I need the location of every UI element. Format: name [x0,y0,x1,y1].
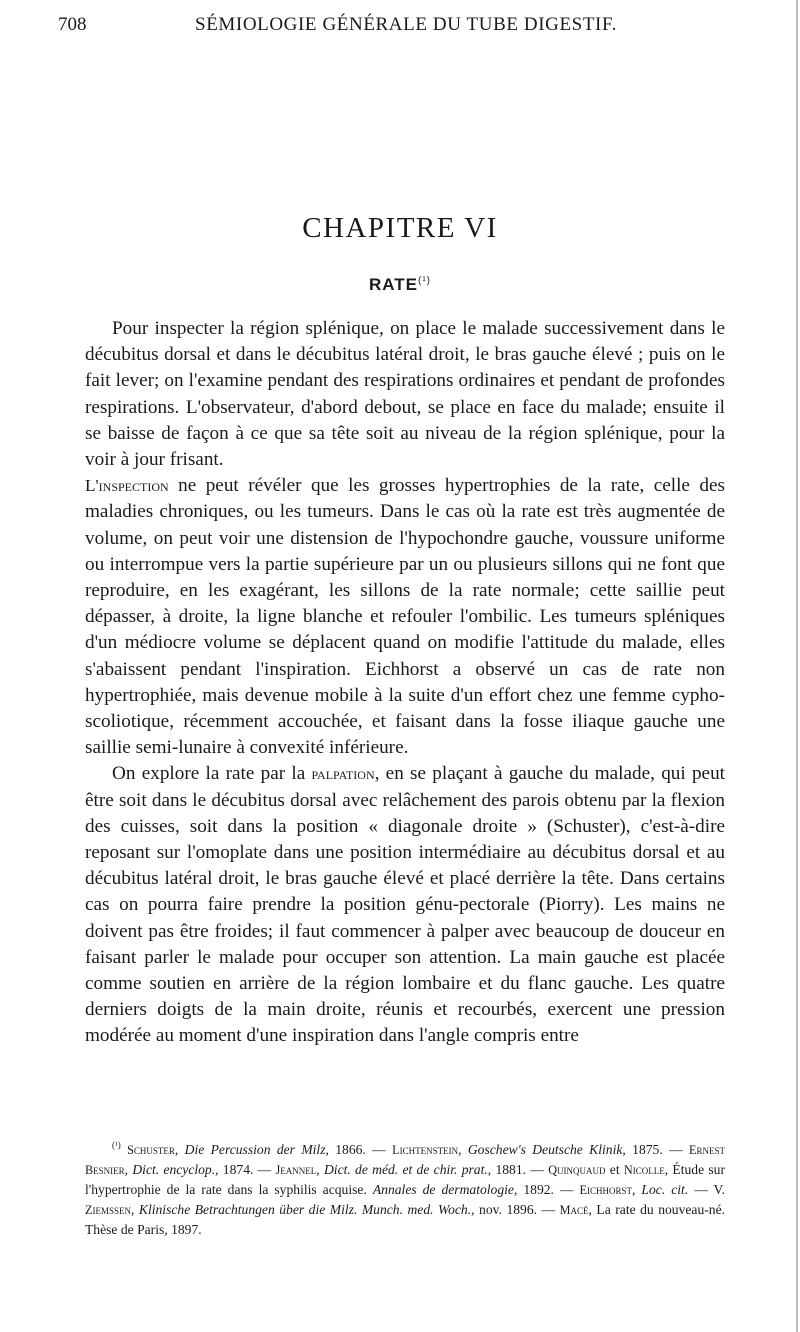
footnote-sep: , [130,1201,139,1217]
footnote-author: Macé [559,1202,589,1217]
page-number: 708 [58,14,87,35]
footnote-text: , 1866. — [325,1141,393,1157]
page-edge [796,0,798,1332]
footnote-text: , 1892. — [513,1181,580,1197]
footnote-sep: , [632,1181,642,1197]
footnote-work: Loc. cit. [641,1181,689,1197]
paragraph-palpation [85,761,725,1049]
footnote-marker: (¹) [112,1140,121,1150]
chapter-title: CHAPITRE VI [302,212,498,244]
footnote-author: Eichhorst [579,1182,633,1197]
footnote-author: Ziemssen [85,1202,131,1217]
footnote-work: Die Percussion der Milz [184,1141,326,1157]
footnote-author: Schuster [127,1142,175,1157]
footnote-text: , 1874. — [215,1161,276,1177]
footnote-text: , 1875. — [622,1141,690,1157]
footnote-work: Annales de dermatologie [372,1181,514,1197]
term-palpation: palpation [311,764,375,784]
footnote-list [85,1142,725,1237]
footnote-ref: (¹) [418,275,431,287]
para2-text-b: , en se plaçant à gauche du malade, qui peut être soit dans le décubitus dorsal avec relâchement des parois obtenu par la flexion des cuisses, soit dans la position « diagonale droite » (Schuster), c'est-à-dire reposant sur l'omoplate dans une position intermédiaire au décubitus dorsal et au décubitus latéral droit, le bras gauche élevé et placé derrière la tête. Dans certains cas on pourra faire prendre la position génu-pectorale (Piorry). Les mains ne doivent pas être froides; il faut commencer à palper avec beaucoup de douceur en faisant parler le malade pour occuper son attention. La main gauche est placée comme soutien en arrière de la région lombaire et du flanc gauche. Les quatre derniers doigts de la main droite, réunis et recourbés, exercent une pression modérée au moment d'une inspiration dans l'angle compris entre [85,763,726,1047]
para1-text-b: ne peut révéler que les grosses hypertrophies de la rate, celle des maladies chroniques, ou les tumeurs. Dans le cas où la rate est très augmentée de volume, on peut voir une distension de l'hypochondre gauche, voussure uniforme ou interrompue vers la partie supérieure par un ou plusieurs sillons qui ne font que reproduire, en les exagérant, les sillons de la rate normale; cette saillie peut dépasser, à droite, la ligne blanche et refouler l'ombilic. Les tumeurs spléniques d'un médiocre volume se déplacent quand on modifie l'attitude du malade, elles s'abaissent pendant l'inspiration. Eichhorst a observé un cas de rate non hypertrophiée, mais devenue mobile à la suite d'un effort chez une femme cypho-scoliotique, récemment accouchée, et faisant dans la fosse iliaque gauche une saillie semi-lunaire à convexité inférieure. [85,475,725,759]
paragraph-inspection [85,316,725,761]
page-header [58,14,754,40]
footnote-author: Ernest Besnier [85,1142,726,1177]
body-text [85,316,725,1050]
footnote-author: Nicolle [623,1162,665,1177]
para2-text-a: On explore la rate par la [112,763,312,785]
footnotes [85,1136,725,1239]
footnote-sep: , [124,1161,133,1177]
footnote-sep: et [605,1161,624,1177]
footnote-author: Quinquaud [548,1162,606,1177]
footnote-author: Lichtenstein [392,1142,459,1157]
para1-text-a: Pour inspecter la région splénique, on place le malade successivement dans le décubitus dorsal et dans le décubitus latéral droit, le bras gauche élevé ; puis on le fait lever; on l'examine pendant des respirations ordinaires et pendant de profondes respirations. L'observateur, d'abord debout, se place en face du malade; ensuite il se baisse de façon à ce que sa tête soit au niveau de la région splénique, pour la voir à jour frisant. [85,318,725,471]
footnote-text: , Étude sur l'hypertrophie de la rate dans la syphilis acquise. [85,1161,725,1197]
term-inspection: L'inspection [85,476,169,496]
footnote-text: La rate du nouveau-né. Thèse de Paris, 1897. [85,1201,726,1237]
section-title [0,275,800,295]
footnote-author: Jeannel [275,1162,317,1177]
footnote-work: Dict. encyclop. [132,1161,216,1177]
running-title: SÉMIOLOGIE GÉNÉRALE DU TUBE DIGESTIF. [195,14,617,35]
footnote-sep: , [588,1201,597,1217]
footnote-work: Goschew's Deutsche Klinik [467,1141,623,1157]
footnote-work: Dict. de méd. et de chir. prat. [323,1161,488,1177]
footnote-sep: , [316,1161,324,1177]
footnote-text: , 1881. — [487,1161,549,1177]
footnote-text: , nov. 1896. — [471,1201,560,1217]
footnote-text: — V. [688,1181,726,1197]
footnote-sep: , [174,1141,185,1157]
footnote-work: Klinische Betrachtungen über die Milz. Munch. med. Woch. [138,1201,472,1217]
footnote-sep: , [458,1141,468,1157]
section-name: RATE [368,275,418,294]
